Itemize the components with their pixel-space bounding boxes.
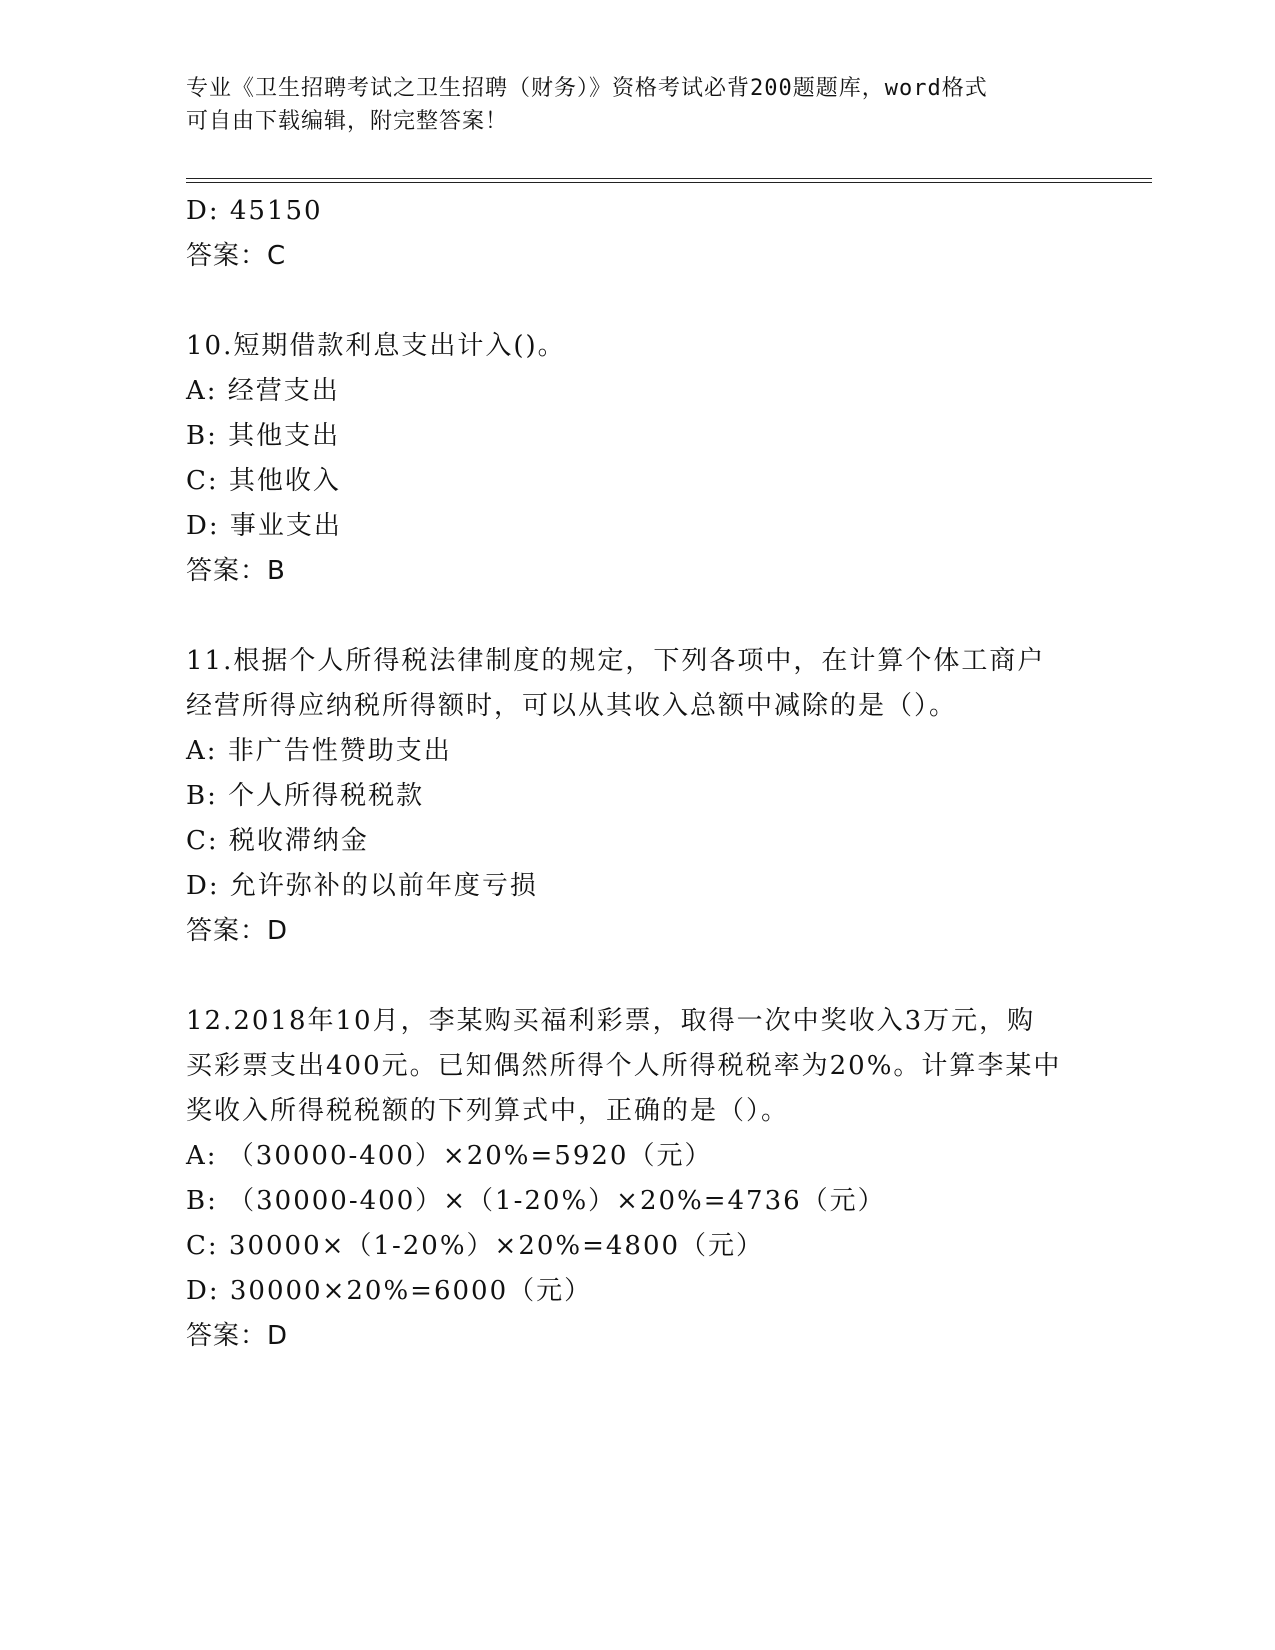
option-a: A: 经营支出 <box>186 376 340 406</box>
header-line-2: 可自由下载编辑，附完整答案！ <box>186 109 509 134</box>
question-stem-line: 买彩票支出400元。已知偶然所得个人所得税税率为20%。计算李某中 <box>186 1051 1062 1081</box>
document-body <box>186 189 1086 1359</box>
question-12 <box>186 999 1086 1359</box>
question-stem <box>186 324 1086 369</box>
option-b: B: 个人所得税税款 <box>186 781 425 811</box>
question-stem-line: 奖收入所得税税额的下列算式中，正确的是（）。 <box>186 1096 790 1126</box>
question-10 <box>186 324 1086 594</box>
question-stem-line: 10.短期借款利息支出计入()。 <box>186 331 566 361</box>
option-c: C: 税收滞纳金 <box>186 826 369 856</box>
option-a: A: 非广告性赞助支出 <box>186 736 452 766</box>
option-d: D: 事业支出 <box>186 511 342 541</box>
header-rule-top <box>186 178 1152 179</box>
spacer <box>186 954 1086 999</box>
option-d: D: 30000×20%=6000（元） <box>186 1276 593 1306</box>
spacer <box>186 279 1086 324</box>
option-b: B: （30000-400）×（1-20%）×20%=4736（元） <box>186 1186 886 1216</box>
question-stem-line: 12.2018年10月，李某购买福利彩票，取得一次中奖收入3万元，购 <box>186 1006 1036 1036</box>
question-stem <box>186 999 1086 1134</box>
option-b: B: 其他支出 <box>186 421 341 451</box>
answer-line: 答案：B <box>186 556 286 586</box>
option-a: A: （30000-400）×20%=5920（元） <box>186 1141 713 1171</box>
document-header <box>186 72 1086 138</box>
question-stem-line: 经营所得应纳税所得额时，可以从其收入总额中减除的是（）。 <box>186 691 958 721</box>
question-stem-line: 11.根据个人所得税法律制度的规定，下列各项中，在计算个体工商户 <box>186 646 1046 676</box>
header-line-1: 专业《卫生招聘考试之卫生招聘（财务）》资格考试必背200题题库，word格式 <box>186 76 988 101</box>
option-d: D: 允许弥补的以前年度亏损 <box>186 871 538 901</box>
header-rule-bottom <box>186 182 1152 183</box>
spacer <box>186 594 1086 639</box>
previous-question-tail <box>186 189 1086 279</box>
answer-line: 答案：C <box>186 241 287 271</box>
option-c: C: 其他收入 <box>186 466 341 496</box>
answer-line: 答案：D <box>186 1321 289 1351</box>
question-stem <box>186 639 1086 729</box>
question-11 <box>186 639 1086 954</box>
answer-line: 答案：D <box>186 916 289 946</box>
option-d: D: 45150 <box>186 196 323 226</box>
option-c: C: 30000×（1-20%）×20%=4800（元） <box>186 1231 765 1261</box>
